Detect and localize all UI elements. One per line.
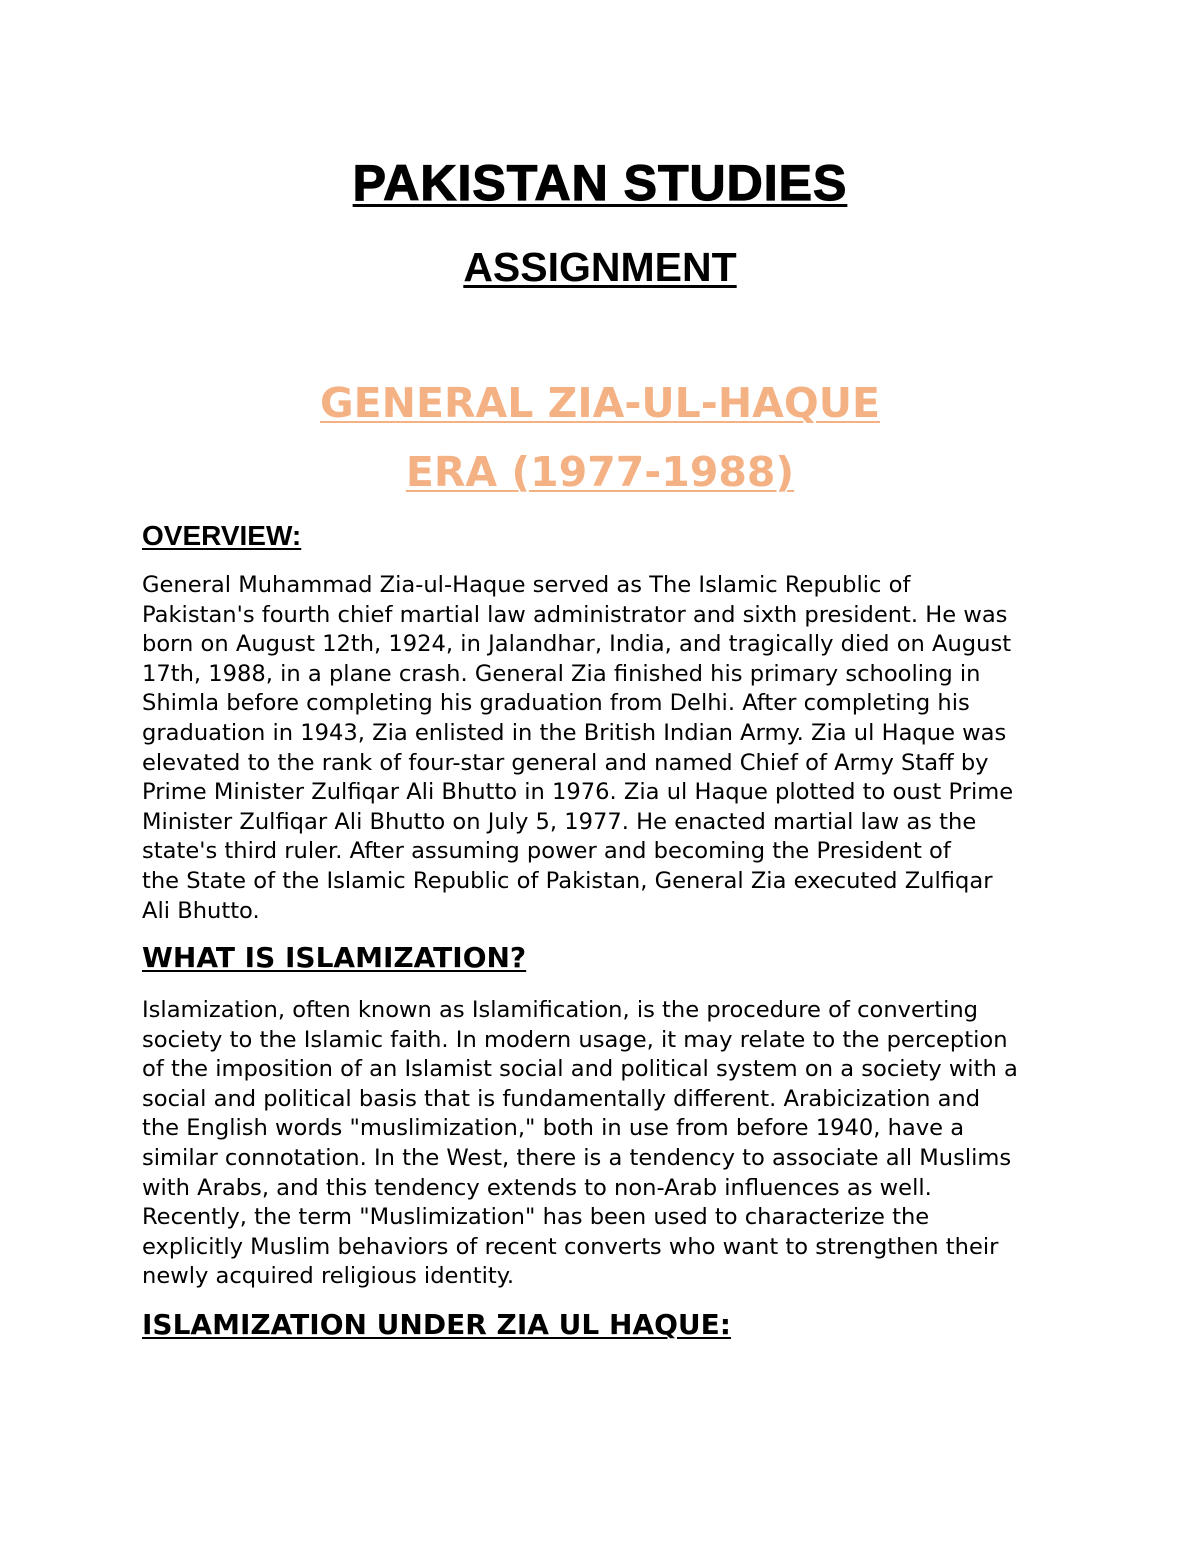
- paragraph-line: the English words "muslimization," both in use from before 1940, have a: [142, 1115, 965, 1142]
- paragraph-line: similar connotation. In the West, there is a tendency to associate all Muslims: [142, 1144, 1012, 1171]
- paragraph-line: the State of the Islamic Republic of Pakistan, General Zia executed Zulfiqar: [142, 867, 993, 894]
- islamization-under-zia-heading: [142, 1308, 731, 1341]
- era-title-line-1-text: GENERAL ZIA-UL-HAQUE: [319, 379, 881, 427]
- paragraph-line: with Arabs, and this tendency extends to non-Arab influences as well.: [142, 1174, 932, 1201]
- era-title-line-2-text: ERA (1977-1988): [405, 448, 795, 496]
- paragraph-line: Ali Bhutto.: [142, 897, 260, 924]
- document-subtitle: [0, 244, 1200, 290]
- islamization-paragraph: [142, 996, 1062, 1292]
- overview-heading: [142, 522, 301, 550]
- paragraph-line: 17th, 1988, in a plane crash. General Zia finished his primary schooling in: [142, 660, 981, 687]
- paragraph-line: Islamization, often known as Islamification, is the procedure of converting: [142, 997, 979, 1023]
- paragraph-line: state's third ruler. After assuming power and becoming the President of: [142, 838, 951, 865]
- paragraph-line: Shimla before completing his graduation from Delhi. After completing his: [142, 690, 970, 717]
- islamization-heading-text: WHAT IS ISLAMIZATION?: [142, 941, 527, 974]
- document-title-text: PAKISTAN STUDIES: [352, 155, 848, 211]
- paragraph-line: social and political basis that is fundamentally different. Arabicization and: [142, 1085, 981, 1112]
- overview-paragraph: [142, 571, 1062, 926]
- paragraph-line: born on August 12th, 1924, in Jalandhar, India, and tragically died on August: [142, 631, 1012, 658]
- islamization-heading: [142, 941, 527, 974]
- paragraph-line: of the imposition of an Islamist social and political system on a society with a: [142, 1056, 1018, 1083]
- paragraph-line: explicitly Muslim behaviors of recent converts who want to strengthen their: [142, 1233, 999, 1260]
- paragraph-line: Pakistan's fourth chief martial law administrator and sixth president. He was: [142, 601, 1008, 628]
- paragraph-line: General Muhammad Zia-ul-Haque served as The Islamic Republic of: [142, 572, 911, 598]
- document-title: [0, 155, 1200, 211]
- paragraph-line: newly acquired religious identity.: [142, 1263, 515, 1290]
- era-title-line-1: [0, 379, 1200, 427]
- era-title-line-2: [0, 448, 1200, 496]
- paragraph-line: society to the Islamic faith. In modern usage, it may relate to the perception: [142, 1026, 1008, 1053]
- paragraph-line: Minister Zulfiqar Ali Bhutto on July 5, 1977. He enacted martial law as the: [142, 808, 977, 835]
- islamization-under-zia-heading-text: ISLAMIZATION UNDER ZIA UL HAQUE:: [142, 1308, 731, 1341]
- paragraph-line: Prime Minister Zulfiqar Ali Bhutto in 1976. Zia ul Haque plotted to oust Prime: [142, 779, 1014, 806]
- document-subtitle-text: ASSIGNMENT: [463, 244, 737, 290]
- paragraph-line: elevated to the rank of four-star general and named Chief of Army Staff by: [142, 749, 989, 776]
- paragraph-line: graduation in 1943, Zia enlisted in the British Indian Army. Zia ul Haque was: [142, 719, 1007, 746]
- overview-heading-text: OVERVIEW:: [142, 520, 302, 551]
- paragraph-line: Recently, the term "Muslimization" has been used to characterize the: [142, 1204, 930, 1231]
